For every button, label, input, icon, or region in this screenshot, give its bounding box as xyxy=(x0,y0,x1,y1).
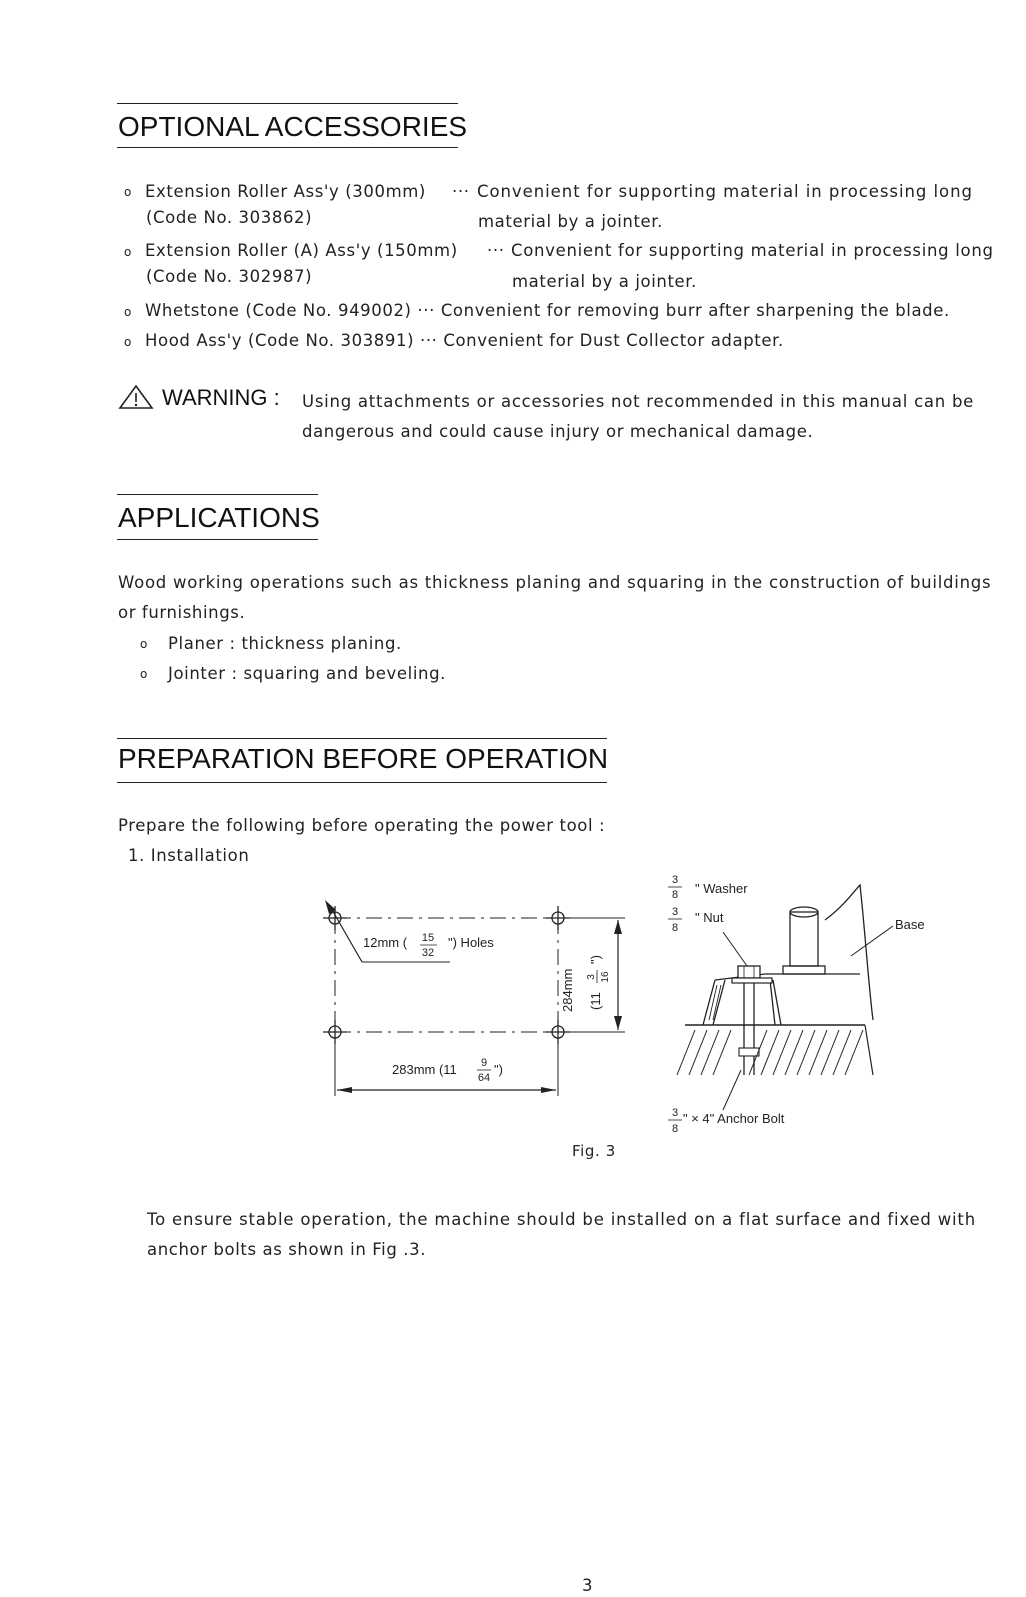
accessory-desc: Convenient for supporting material in processing long xyxy=(477,182,973,201)
bolt-fraction-num: 3 xyxy=(671,1107,679,1119)
holes-fraction-num: 15 xyxy=(421,932,435,944)
width-label: 283mm (11 xyxy=(392,1062,457,1077)
heading-rule-bottom xyxy=(117,539,318,540)
accessory-sep: ··· xyxy=(452,182,470,201)
heading-rule-top xyxy=(117,738,607,739)
accessory-line: Whetstone (Code No. 949002) ··· Convenient for removing burr after sharpening the blade. xyxy=(145,301,950,320)
bullet-icon: o xyxy=(140,637,148,651)
holes-fraction-den: 32 xyxy=(421,947,435,959)
washer-fraction-num: 3 xyxy=(671,874,679,886)
page-number: 3 xyxy=(582,1576,594,1595)
warning-triangle-icon xyxy=(118,384,154,410)
holes-label: 12mm ( xyxy=(363,935,408,950)
bullet-icon: o xyxy=(124,335,132,349)
bullet-icon: o xyxy=(124,305,132,319)
accessory-sep: ··· xyxy=(487,241,505,260)
base-label: Base xyxy=(895,917,925,932)
accessory-code: (Code No. 303862) xyxy=(146,208,313,227)
nut-fraction-num: 3 xyxy=(671,906,679,918)
nut-fraction-den: 8 xyxy=(671,922,679,934)
heading-rule-top xyxy=(117,494,318,495)
bullet-icon: o xyxy=(140,667,148,681)
width-label-post: ") xyxy=(494,1062,503,1077)
heading-rule-top xyxy=(117,103,458,104)
accessory-line: Hood Ass'y (Code No. 303891) ··· Convenient for Dust Collector adapter. xyxy=(145,331,784,350)
accessory-desc-cont: material by a jointer. xyxy=(512,272,698,291)
height-fraction-den: 16 xyxy=(600,971,611,983)
width-fraction-num: 9 xyxy=(480,1057,488,1069)
bullet-icon: o xyxy=(124,185,132,199)
hole-layout-diagram xyxy=(310,890,640,1105)
accessory-name: Extension Roller (A) Ass'y (150mm) xyxy=(145,241,458,260)
anchor-bolt-diagram xyxy=(655,870,935,1140)
accessory-desc-cont: material by a jointer. xyxy=(478,212,664,231)
holes-label-post: ") Holes xyxy=(448,935,494,950)
figure-caption: Fig. 3 xyxy=(572,1142,616,1160)
warning-label: WARNING : xyxy=(162,385,280,410)
bullet-icon: o xyxy=(124,245,132,259)
applications-text: Wood working operations such as thickness planing and squaring in the construction of buildings xyxy=(118,573,992,592)
section-title-applications: APPLICATIONS xyxy=(118,502,320,533)
anchor-bolt-label: " × 4" Anchor Bolt xyxy=(683,1111,785,1126)
warning-text-cont: dangerous and could cause injury or mechanical damage. xyxy=(302,422,814,441)
height-mm-label: 284mm xyxy=(560,968,575,1012)
installation-note-cont: anchor bolts as shown in Fig .3. xyxy=(147,1240,427,1259)
application-item: Jointer : squaring and beveling. xyxy=(168,664,447,683)
accessory-code: (Code No. 302987) xyxy=(146,267,313,286)
washer-fraction-den: 8 xyxy=(671,889,679,901)
application-item: Planer : thickness planing. xyxy=(168,634,402,653)
washer-label: " Washer xyxy=(695,881,748,896)
preparation-intro: Prepare the following before operating the power tool : xyxy=(118,816,606,835)
bolt-fraction-den: 8 xyxy=(671,1123,679,1135)
applications-text-cont: or furnishings. xyxy=(118,603,246,622)
height-in-label: (11 xyxy=(588,992,603,1010)
warning-text: Using attachments or accessories not recommended in this manual can be xyxy=(302,392,975,411)
section-title-preparation: PREPARATION BEFORE OPERATION xyxy=(118,743,609,774)
width-fraction-den: 64 xyxy=(477,1072,491,1084)
nut-label: " Nut xyxy=(695,910,724,925)
heading-rule-bottom xyxy=(117,782,607,783)
section-title-optional-accessories: OPTIONAL ACCESSORIES xyxy=(118,111,468,142)
height-in-post: ") xyxy=(588,955,603,964)
installation-step: 1. Installation xyxy=(128,846,250,865)
accessory-desc: Convenient for supporting material in processing long xyxy=(511,241,994,260)
installation-note: To ensure stable operation, the machine should be installed on a flat surface and fixed with xyxy=(147,1210,976,1229)
heading-rule-bottom xyxy=(117,147,458,148)
accessory-name: Extension Roller Ass'y (300mm) xyxy=(145,182,426,201)
height-fraction-num: 3 xyxy=(586,974,597,980)
